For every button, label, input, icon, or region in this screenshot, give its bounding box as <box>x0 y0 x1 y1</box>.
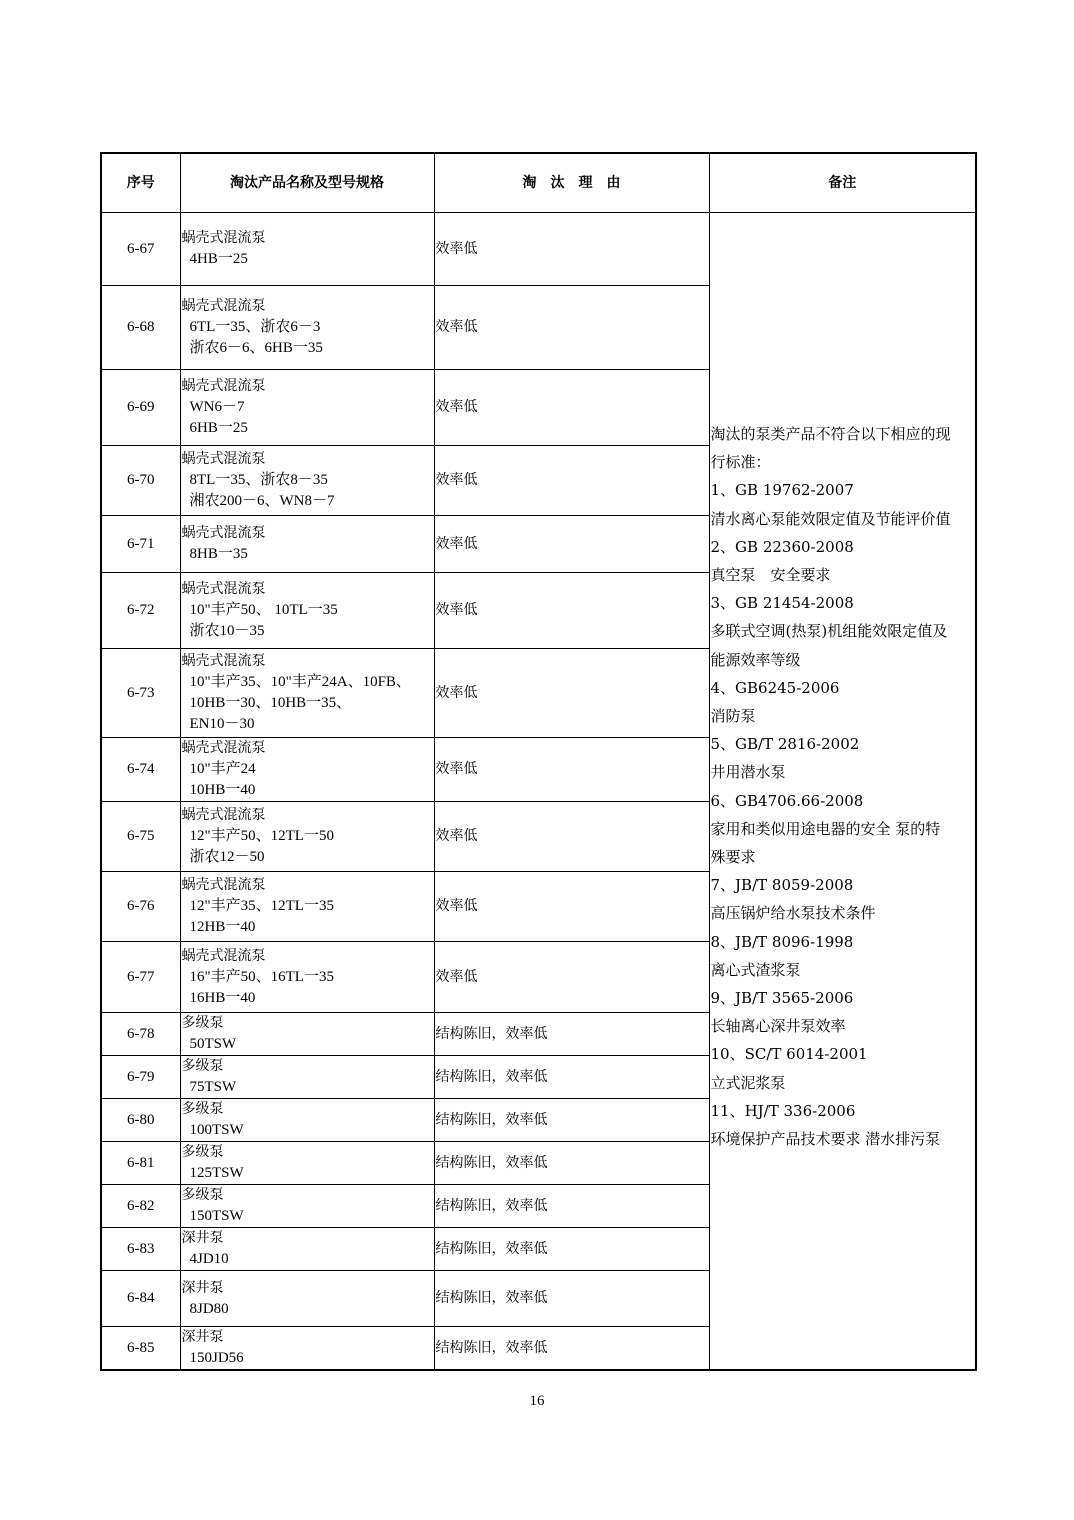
product-model: 125TSW <box>189 1165 244 1181</box>
row-product <box>180 738 434 802</box>
row-product <box>180 1228 434 1271</box>
row-reason: 效率低 <box>434 802 709 872</box>
row-seq: 6-73 <box>101 649 180 738</box>
row-reason: 效率低 <box>434 872 709 942</box>
product-name: 多级泵 <box>181 1144 224 1160</box>
header-reason: 淘 汰 理 由 <box>434 153 709 213</box>
product-model: 4JD10 <box>189 1251 229 1267</box>
remark-line: 淘汰的泵类产品不符合以下相应的现 <box>710 425 951 443</box>
row-product <box>180 213 434 286</box>
remark-line: 真空泵 安全要求 <box>710 566 831 585</box>
row-seq: 6-76 <box>101 872 180 942</box>
remark-line: 10、SC/T 6014-2001 <box>710 1045 868 1064</box>
product-model: 10HB一40 <box>189 782 256 798</box>
row-product <box>180 446 434 516</box>
product-name: 多级泵 <box>181 1015 224 1031</box>
remark-line: 6、GB4706.66-2008 <box>710 791 864 810</box>
row-seq: 6-72 <box>101 573 180 649</box>
row-reason: 结构陈旧，效率低 <box>434 1228 709 1271</box>
row-reason: 效率低 <box>434 286 709 370</box>
remark-line: 清水离心泵能效限定值及节能评价值 <box>710 509 951 528</box>
remark-line: 井用潜水泵 <box>710 763 786 782</box>
row-seq: 6-75 <box>101 802 180 872</box>
remark-line: 11、HJ/T 336-2006 <box>710 1101 856 1120</box>
row-reason: 效率低 <box>434 738 709 802</box>
product-model: 浙农12－50 <box>189 849 265 865</box>
product-model: 10"丰产50、 10TL一35 <box>189 602 338 618</box>
product-model: 12"丰产35、12TL一35 <box>189 898 334 914</box>
remark-line: 长轴离心深井泵效率 <box>710 1017 846 1036</box>
row-reason: 结构陈旧，效率低 <box>434 1099 709 1142</box>
product-model: 6HB一25 <box>189 420 248 436</box>
product-name: 多级泵 <box>181 1187 224 1203</box>
product-model: 75TSW <box>189 1079 237 1095</box>
product-model: 16"丰产50、16TL一35 <box>189 968 334 985</box>
row-seq: 6-74 <box>101 738 180 802</box>
remark-line: 3、GB 21454-2008 <box>710 594 854 613</box>
remark-line: 离心式渣浆泵 <box>710 960 801 979</box>
row-seq: 6-67 <box>101 213 180 286</box>
row-product <box>180 872 434 942</box>
table-header-row <box>101 153 976 213</box>
product-model: 16HB一40 <box>189 989 256 1006</box>
row-product <box>180 942 434 1013</box>
remark-line: 多联式空调(热泵)机组能效限定值及 <box>710 622 948 641</box>
remark-line: 立式泥浆泵 <box>710 1073 786 1092</box>
row-reason: 效率低 <box>434 942 709 1013</box>
header-name: 淘汰产品名称及型号规格 <box>180 153 434 213</box>
product-model: 100TSW <box>189 1122 244 1138</box>
row-seq: 6-81 <box>101 1142 180 1185</box>
remark-line: 1、GB 19762-2007 <box>710 481 854 500</box>
row-reason: 结构陈旧，效率低 <box>434 1185 709 1228</box>
product-name: 蜗壳式混流泵 <box>181 525 266 541</box>
elimination-table <box>100 152 977 1371</box>
row-reason: 效率低 <box>434 446 709 516</box>
row-product <box>180 370 434 446</box>
remark-line: 9、JB/T 3565-2006 <box>710 989 854 1008</box>
product-model: WN6－7 <box>189 399 245 415</box>
row-seq: 6-77 <box>101 942 180 1013</box>
product-model: 10"丰产24 <box>189 761 256 777</box>
row-reason: 效率低 <box>434 213 709 286</box>
row-reason: 结构陈旧，效率低 <box>434 1056 709 1099</box>
product-name: 多级泵 <box>181 1101 224 1117</box>
remark-line: 7、JB/T 8059-2008 <box>710 876 854 895</box>
product-name: 蜗壳式混流泵 <box>181 230 266 246</box>
product-name: 多级泵 <box>181 1058 224 1074</box>
remark-line: 8、JB/T 8096-1998 <box>710 932 854 951</box>
product-name: 蜗壳式混流泵 <box>181 298 266 314</box>
product-model: 150JD56 <box>189 1350 244 1366</box>
remark-line: 消防泵 <box>710 707 756 726</box>
row-product <box>180 1271 434 1327</box>
remark-cell <box>709 213 976 1371</box>
product-name: 深井泵 <box>181 1329 224 1345</box>
row-product <box>180 1056 434 1099</box>
product-name: 蜗壳式混流泵 <box>181 807 266 823</box>
remark-line: 家用和类似用途电器的安全 泵的特 <box>710 819 941 838</box>
row-seq: 6-85 <box>101 1327 180 1371</box>
row-product <box>180 649 434 738</box>
product-name: 蜗壳式混流泵 <box>181 451 266 467</box>
row-product <box>180 1185 434 1228</box>
row-product <box>180 286 434 370</box>
product-name: 深井泵 <box>181 1279 224 1296</box>
row-product <box>180 1327 434 1371</box>
row-reason: 效率低 <box>434 573 709 649</box>
product-name: 蜗壳式混流泵 <box>181 947 266 964</box>
remark-line: 行标准： <box>710 453 771 472</box>
product-model: 浙农10－35 <box>189 623 265 639</box>
remark-line: 殊要求 <box>710 848 756 867</box>
row-seq: 6-82 <box>101 1185 180 1228</box>
row-product <box>180 1142 434 1185</box>
product-model: 浙农6－6、6HB一35 <box>189 340 323 356</box>
row-seq: 6-70 <box>101 446 180 516</box>
row-product <box>180 516 434 573</box>
product-model: 8JD80 <box>189 1300 229 1317</box>
row-product <box>180 802 434 872</box>
product-name: 蜗壳式混流泵 <box>181 378 266 394</box>
remark-line: 高压锅炉给水泵技术条件 <box>710 904 876 923</box>
product-model: 4HB一25 <box>189 251 248 267</box>
row-product <box>180 1013 434 1056</box>
product-model: 8HB一35 <box>189 546 248 562</box>
remark-line: 2、GB 22360-2008 <box>710 537 854 556</box>
table-row <box>101 213 976 286</box>
product-name: 深井泵 <box>181 1230 224 1246</box>
product-model: 6TL一35、浙农6－3 <box>189 319 321 335</box>
product-model: 8TL一35、浙农8－35 <box>189 472 328 488</box>
header-remark: 备注 <box>709 153 976 213</box>
product-model: 湘农200－6、WN8－7 <box>189 493 335 509</box>
product-model: EN10－30 <box>189 716 255 732</box>
remark-line: 5、GB/T 2816-2002 <box>710 735 860 754</box>
product-name: 蜗壳式混流泵 <box>181 877 266 893</box>
product-model: 150TSW <box>189 1208 244 1224</box>
row-seq: 6-69 <box>101 370 180 446</box>
row-seq: 6-78 <box>101 1013 180 1056</box>
row-reason: 结构陈旧，效率低 <box>434 1271 709 1327</box>
product-model: 10"丰产35、10"丰产24A、10FB、 <box>189 674 411 690</box>
product-name: 蜗壳式混流泵 <box>181 581 266 597</box>
product-model: 10HB一30、10HB一35、 <box>189 695 352 711</box>
row-reason: 结构陈旧，效率低 <box>434 1327 709 1371</box>
product-name: 蜗壳式混流泵 <box>181 740 266 756</box>
row-seq: 6-84 <box>101 1271 180 1327</box>
remark-line: 环境保护产品技术要求 潜水排污泵 <box>710 1130 941 1149</box>
header-seq: 序号 <box>101 153 180 213</box>
row-seq: 6-80 <box>101 1099 180 1142</box>
remark-line: 4、GB6245-2006 <box>710 678 840 697</box>
row-seq: 6-68 <box>101 286 180 370</box>
row-product <box>180 1099 434 1142</box>
product-model: 12"丰产50、12TL一50 <box>189 828 334 844</box>
row-seq: 6-79 <box>101 1056 180 1099</box>
row-reason: 效率低 <box>434 370 709 446</box>
row-reason: 结构陈旧，效率低 <box>434 1013 709 1056</box>
row-reason: 结构陈旧，效率低 <box>434 1142 709 1185</box>
product-name: 蜗壳式混流泵 <box>181 653 266 669</box>
row-reason: 效率低 <box>434 649 709 738</box>
remark-line: 能源效率等级 <box>710 650 801 669</box>
product-model: 50TSW <box>189 1036 237 1052</box>
page-number: 16 <box>529 1393 545 1409</box>
product-model: 12HB一40 <box>189 919 256 935</box>
row-seq: 6-83 <box>101 1228 180 1271</box>
row-product <box>180 573 434 649</box>
row-reason: 效率低 <box>434 516 709 573</box>
row-seq: 6-71 <box>101 516 180 573</box>
